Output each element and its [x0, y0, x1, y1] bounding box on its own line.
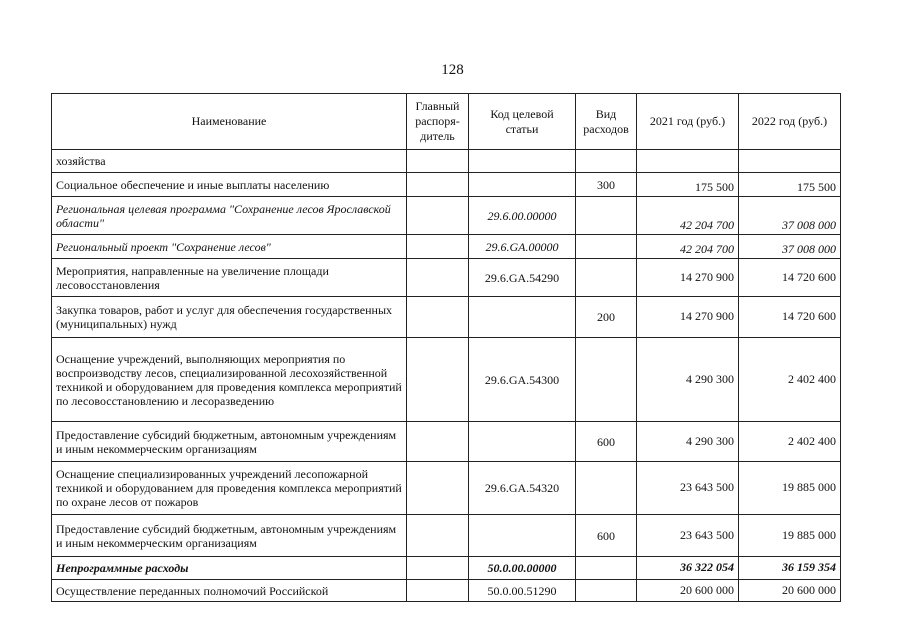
row-manager: [407, 515, 469, 557]
header-type: Вид расходов: [576, 94, 637, 150]
row-2022: [739, 150, 841, 173]
row-type: 600: [576, 515, 637, 557]
table-row: [52, 462, 841, 515]
row-manager: [407, 197, 469, 235]
row-2022: 19 885 000: [739, 462, 841, 515]
header-2021: 2021 год (руб.): [637, 94, 739, 150]
row-manager: [407, 173, 469, 197]
row-type: 300: [576, 173, 637, 197]
row-2021: 14 270 900: [637, 259, 739, 297]
row-type: [576, 235, 637, 259]
row-code: 29.6.GA.54320: [469, 462, 576, 515]
row-type: [576, 580, 637, 602]
row-2022: 14 720 600: [739, 297, 841, 338]
table-header-row: [52, 94, 841, 150]
header-2022: 2022 год (руб.): [739, 94, 841, 150]
table-row: [52, 259, 841, 297]
row-manager: [407, 462, 469, 515]
row-manager: [407, 297, 469, 338]
row-manager: [407, 422, 469, 462]
table-row: [52, 197, 841, 235]
table-row: [52, 557, 841, 580]
table-row: [52, 150, 841, 173]
row-name: Региональная целевая программа "Сохранение лесов Ярославской области": [52, 197, 407, 235]
row-name: Предоставление субсидий бюджетным, автономным учреждениям и иным некоммерческим организациям: [52, 515, 407, 557]
row-2022: 2 402 400: [739, 422, 841, 462]
row-name: Оснащение специализированных учреждений лесопожарной техникой и оборудованием для проведения комплекса мероприятий по охране лесов от пожаров: [52, 462, 407, 515]
row-2021: 14 270 900: [637, 297, 739, 338]
row-manager: [407, 338, 469, 422]
row-2022: 14 720 600: [739, 259, 841, 297]
row-2021: 42 204 700: [637, 197, 739, 235]
row-manager: [407, 259, 469, 297]
row-name: Непрограммные расходы: [52, 557, 407, 580]
row-manager: [407, 235, 469, 259]
row-type: [576, 150, 637, 173]
row-manager: [407, 580, 469, 602]
row-code: [469, 173, 576, 197]
row-2021: 23 643 500: [637, 462, 739, 515]
table-row: [52, 515, 841, 557]
row-2021: 20 600 000: [637, 580, 739, 602]
row-code: [469, 515, 576, 557]
row-type: [576, 557, 637, 580]
row-2022: 2 402 400: [739, 338, 841, 422]
row-2022: 19 885 000: [739, 515, 841, 557]
row-code: [469, 150, 576, 173]
row-code: 29.6.GA.00000: [469, 235, 576, 259]
row-type: [576, 338, 637, 422]
row-name: хозяйства: [52, 150, 407, 173]
header-name: Наименование: [52, 94, 407, 150]
row-2022: 36 159 354: [739, 557, 841, 580]
row-name: Региональный проект "Сохранение лесов": [52, 235, 407, 259]
table-row: [52, 235, 841, 259]
row-type: 200: [576, 297, 637, 338]
row-2021: 23 643 500: [637, 515, 739, 557]
row-2021: 36 322 054: [637, 557, 739, 580]
row-name: Предоставление субсидий бюджетным, автономным учреждениям и иным некоммерческим организациям: [52, 422, 407, 462]
row-2022: 175 500: [739, 173, 841, 197]
row-2021: [637, 150, 739, 173]
row-type: [576, 462, 637, 515]
header-manager: Главный распоря-дитель: [407, 94, 469, 150]
table-row: [52, 422, 841, 462]
row-code: 50.0.00.51290: [469, 580, 576, 602]
row-2022: 20 600 000: [739, 580, 841, 602]
row-2021: 42 204 700: [637, 235, 739, 259]
table-row: [52, 338, 841, 422]
row-code: [469, 297, 576, 338]
budget-table: [51, 93, 841, 602]
row-manager: [407, 557, 469, 580]
row-manager: [407, 150, 469, 173]
row-name: Мероприятия, направленные на увеличение площади лесовосстановления: [52, 259, 407, 297]
row-type: [576, 197, 637, 235]
row-code: 29.6.GA.54290: [469, 259, 576, 297]
row-2021: 4 290 300: [637, 338, 739, 422]
table-row: [52, 173, 841, 197]
row-name: Закупка товаров, работ и услуг для обеспечения государственных (муниципальных) нужд: [52, 297, 407, 338]
row-type: [576, 259, 637, 297]
page-number: 128: [441, 62, 464, 78]
row-name: Социальное обеспечение и иные выплаты населению: [52, 173, 407, 197]
table-row: [52, 297, 841, 338]
row-code: 29.6.GA.54300: [469, 338, 576, 422]
row-2022: 37 008 000: [739, 197, 841, 235]
row-2022: 37 008 000: [739, 235, 841, 259]
row-name: Осуществление переданных полномочий Российской: [52, 580, 407, 602]
row-name: Оснащение учреждений, выполняющих мероприятия по воспроизводству лесов, специализированной лесохозяйственной техникой и оборудованием для проведения комплекса мероприятий по лесовосстановлению и лесоразведению: [52, 338, 407, 422]
row-2021: 175 500: [637, 173, 739, 197]
table-row: [52, 580, 841, 602]
row-code: 50.0.00.00000: [469, 557, 576, 580]
row-code: 29.6.00.00000: [469, 197, 576, 235]
row-type: 600: [576, 422, 637, 462]
row-2021: 4 290 300: [637, 422, 739, 462]
header-code: Код целевой статьи: [469, 94, 576, 150]
row-code: [469, 422, 576, 462]
